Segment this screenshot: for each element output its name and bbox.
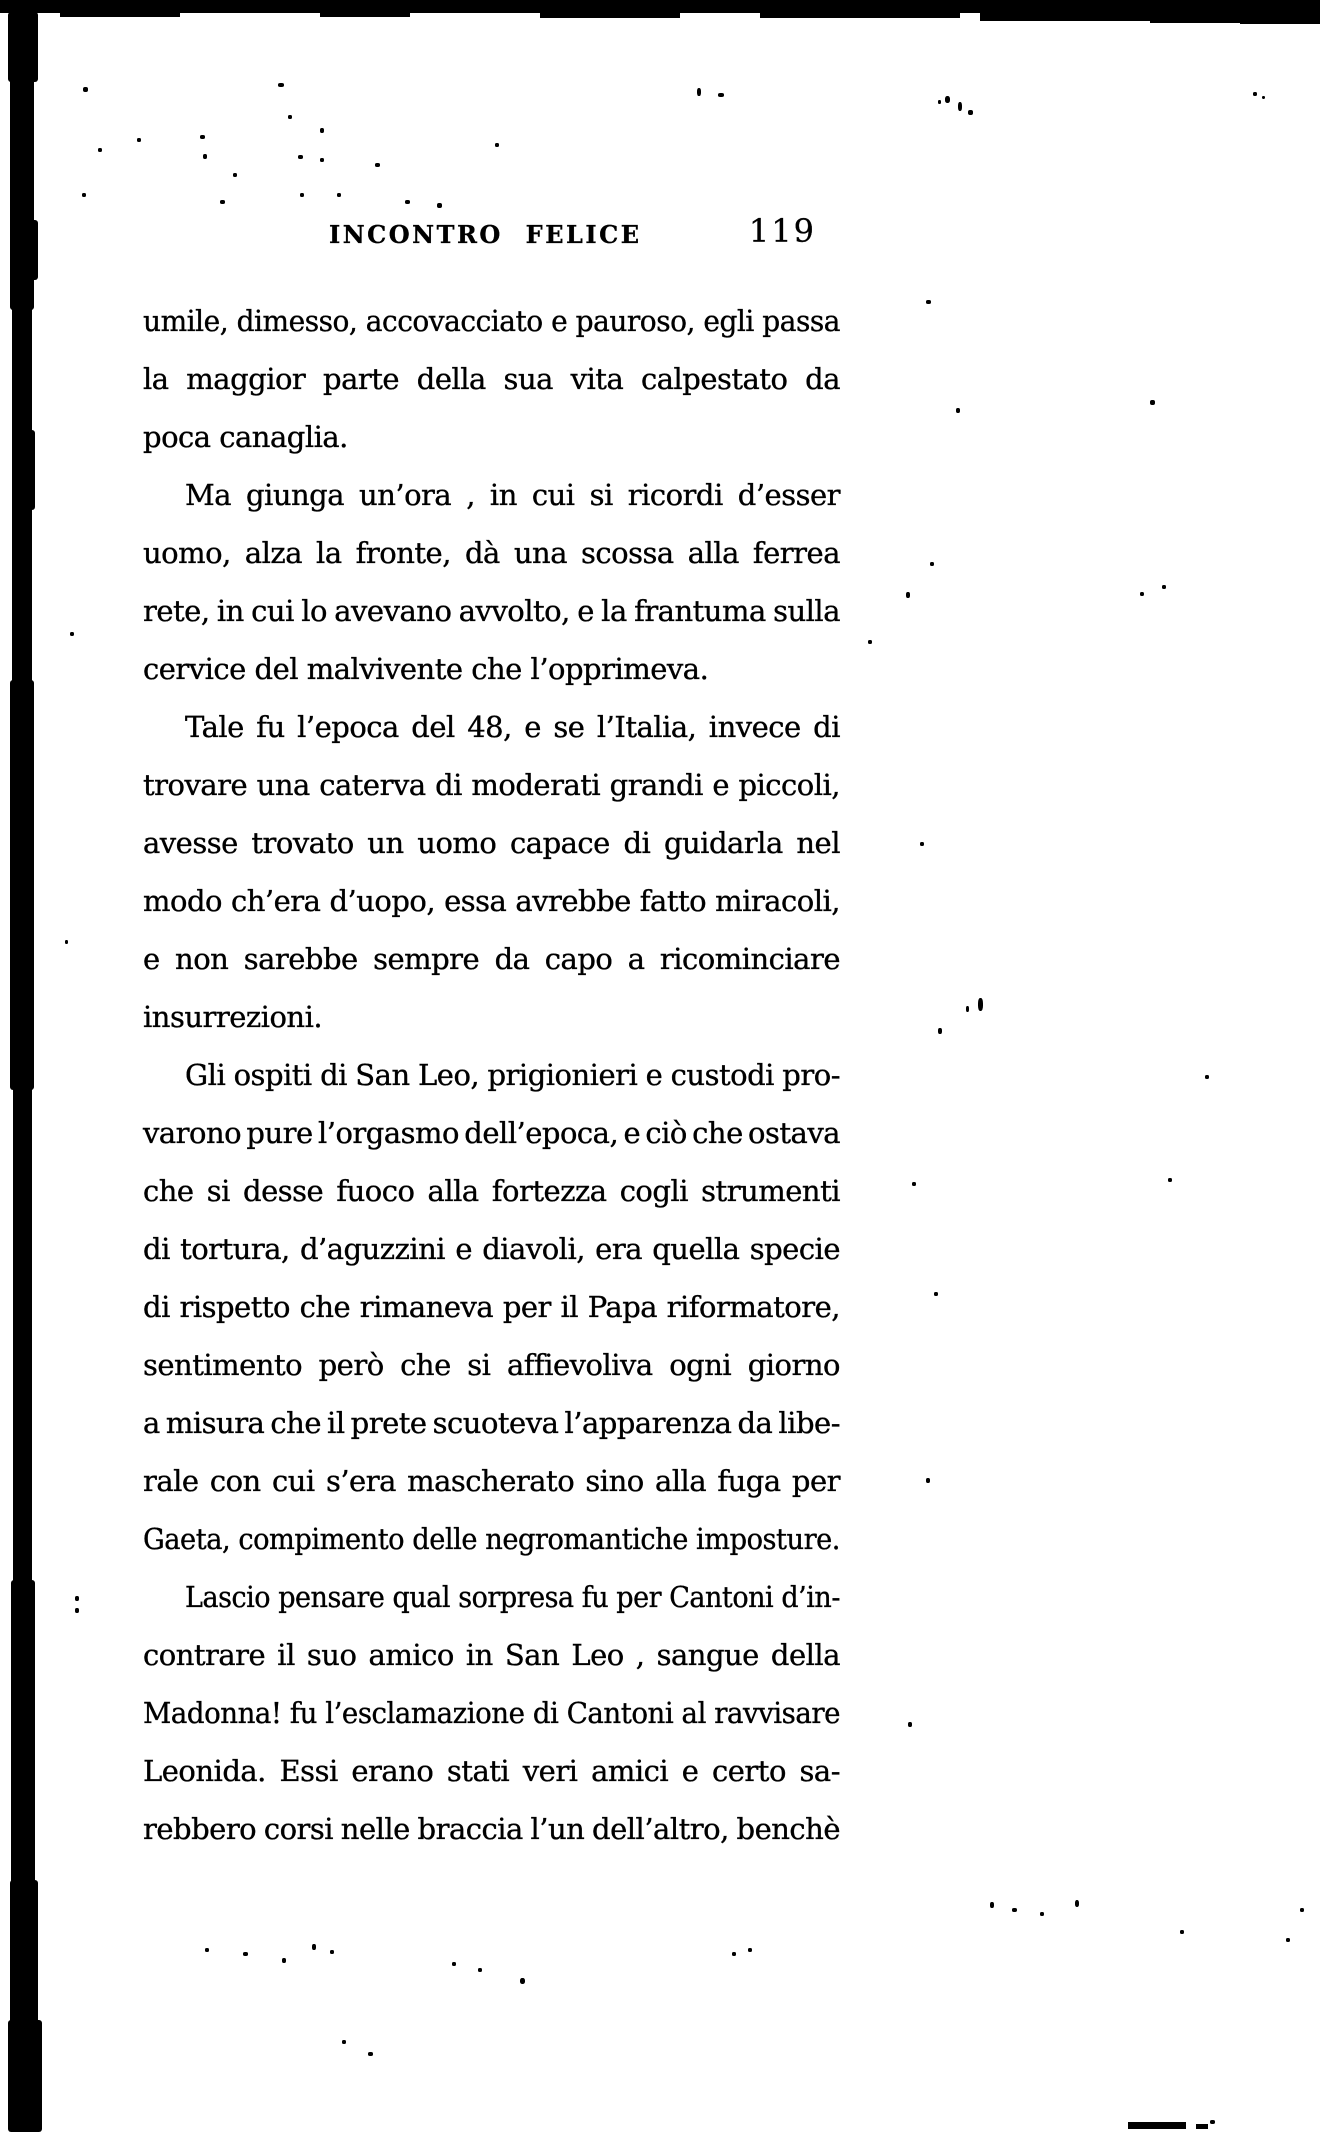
text-line <box>143 814 840 872</box>
ink-speck <box>1140 592 1144 596</box>
text-line-content: insurrezioni. <box>143 1000 323 1034</box>
text-line-content: la maggior parte della sua vita calpestato da <box>143 362 840 396</box>
page-header <box>143 212 840 256</box>
ink-speck <box>83 87 88 92</box>
gutter-shadow-segment <box>26 430 35 510</box>
text-line <box>143 292 840 350</box>
ink-speck <box>920 842 924 846</box>
gutter-shadow-segment <box>10 680 34 1090</box>
ink-speck <box>1286 1938 1290 1942</box>
text-line-content: avesse trovato un uomo capace di guidarla nel <box>143 826 840 860</box>
ink-speck <box>966 1006 969 1012</box>
text-line <box>143 1568 840 1626</box>
ink-speck <box>908 1722 912 1727</box>
ink-speck <box>697 88 701 96</box>
gutter-shadow-segment <box>10 1880 38 2030</box>
ink-speck <box>495 143 499 147</box>
ink-speck <box>968 110 973 115</box>
scan-edge-fragment <box>1196 2124 1208 2129</box>
text-line-content: uomo, alza la fronte, dà una scossa alla ferrea <box>143 536 840 570</box>
ink-speck <box>337 193 341 197</box>
ink-speck <box>200 135 205 139</box>
ink-speck <box>298 155 303 159</box>
ink-speck <box>1262 96 1265 99</box>
text-line <box>143 930 840 988</box>
text-line-content: Gaeta, compimento delle negromantiche imposture. <box>143 1522 840 1556</box>
text-line-content: trovare una caterva di moderati grandi e piccoli, <box>143 768 840 802</box>
ink-speck <box>748 1948 752 1952</box>
text-line <box>143 1626 840 1684</box>
text-line-content: varono pure l’orgasmo dell’epoca, e ciò che ostava <box>143 1116 840 1150</box>
ink-speck <box>930 562 934 566</box>
ink-speck <box>330 1950 334 1954</box>
ink-speck <box>137 138 141 142</box>
ink-speck <box>938 1028 942 1034</box>
text-line-content: Lascio pensare qual sorpresa fu per Cantoni d’in- <box>185 1580 840 1614</box>
text-line <box>143 1220 840 1278</box>
ink-speck <box>978 998 983 1011</box>
ink-speck <box>926 1478 930 1483</box>
text-line-content: Leonida. Essi erano stati veri amici e certo sa- <box>143 1754 840 1788</box>
page-number: 119 <box>748 212 816 250</box>
ink-speck <box>1210 2120 1215 2124</box>
ink-speck <box>1040 1912 1044 1916</box>
text-line-content: cervice del malvivente che l’opprimeva. <box>143 652 709 686</box>
text-line <box>143 524 840 582</box>
ink-speck <box>718 93 724 97</box>
gutter-shadow-segment <box>13 1080 32 1590</box>
text-line <box>143 1162 840 1220</box>
ink-speck <box>278 83 284 87</box>
ink-speck <box>205 1948 209 1952</box>
ink-speck <box>1168 1178 1172 1182</box>
ink-speck <box>926 300 931 304</box>
scan-edge-fragment <box>760 13 960 18</box>
ink-speck <box>375 163 380 167</box>
text-line <box>143 1452 840 1510</box>
text-line <box>143 756 840 814</box>
ink-speck <box>520 1978 525 1984</box>
ink-speck <box>1180 1930 1184 1934</box>
text-line <box>143 1800 840 1858</box>
scan-edge-fragment <box>1240 21 1320 24</box>
text-line-content: che si desse fuoco alla fortezza cogli strumenti <box>143 1174 840 1208</box>
text-line <box>143 1104 840 1162</box>
gutter-shadow-segment <box>8 2020 42 2132</box>
text-line-content: sentimento però che si affievoliva ogni giorno <box>143 1348 840 1382</box>
ink-speck <box>1205 1075 1209 1079</box>
ink-speck <box>300 193 304 197</box>
gutter-shadow-segment <box>28 220 38 280</box>
ink-speck <box>70 632 74 636</box>
ink-speck <box>1300 1908 1304 1912</box>
text-line <box>143 988 840 1046</box>
ink-speck <box>945 96 950 103</box>
text-line-content: poca canaglia. <box>143 420 348 454</box>
ink-speck <box>1012 1908 1017 1912</box>
ink-speck <box>342 2040 346 2044</box>
text-line-content: rete, in cui lo avevano avvolto, e la frantuma sulla <box>143 594 840 628</box>
ink-speck <box>958 102 962 111</box>
text-line-content: contrare il suo amico in San Leo , sangue della <box>143 1638 840 1672</box>
text-line-content: Madonna! fu l’esclamazione di Cantoni al ravvisare <box>143 1696 840 1730</box>
ink-speck <box>1162 585 1166 589</box>
scan-edge-fragment <box>320 13 410 17</box>
ink-speck <box>478 1968 482 1972</box>
text-line-content: Tale fu l’epoca del 48, e se l’Italia, invece di <box>185 710 840 744</box>
text-line <box>143 1278 840 1336</box>
ink-speck <box>98 148 102 152</box>
text-line-content: Gli ospiti di San Leo, prigionieri e custodi pro- <box>185 1058 840 1092</box>
text-line-content: modo ch’era d’uopo, essa avrebbe fatto miracoli, <box>143 884 840 918</box>
text-line <box>143 1394 840 1452</box>
ink-speck <box>405 200 410 204</box>
ink-speck <box>282 1958 286 1963</box>
text-line-content: di tortura, d’aguzzini e diavoli, era quella specie <box>143 1232 840 1266</box>
text-line-content: rebbero corsi nelle braccia l’un dell’altro, benchè <box>143 1812 840 1846</box>
gutter-shadow-segment <box>11 1580 35 1890</box>
text-line-content: a misura che il prete scuoteva l’apparenza da libe- <box>143 1406 840 1440</box>
text-line <box>143 1046 840 1104</box>
text-line <box>143 640 840 698</box>
ink-speck <box>912 1182 916 1186</box>
ink-speck <box>1150 400 1155 405</box>
scan-edge-fragment <box>1128 2122 1186 2129</box>
text-line-content: e non sarebbe sempre da capo a ricominciare <box>143 942 840 976</box>
ink-speck <box>203 154 207 159</box>
ink-speck <box>233 173 237 177</box>
ink-speck <box>320 128 324 133</box>
ink-speck <box>938 100 941 104</box>
ink-speck <box>990 1902 994 1908</box>
ink-speck <box>320 158 324 162</box>
text-line-content: Ma giunga un’ora , in cui si ricordi d’esser <box>185 478 840 512</box>
text-line <box>143 1684 840 1742</box>
ink-speck <box>288 115 292 119</box>
ink-speck <box>906 592 910 598</box>
ink-speck <box>312 1944 316 1950</box>
ink-speck <box>732 1952 736 1956</box>
ink-speck <box>452 1962 456 1966</box>
ink-speck <box>1253 92 1257 96</box>
text-line <box>143 408 840 466</box>
text-line <box>143 698 840 756</box>
ink-speck <box>956 408 960 413</box>
text-line-content: di rispetto che rimaneva per il Papa riformatore, <box>143 1290 840 1324</box>
ink-speck <box>65 940 68 944</box>
ink-speck <box>934 1292 938 1296</box>
text-line <box>143 1336 840 1394</box>
text-line <box>143 582 840 640</box>
text-line <box>143 466 840 524</box>
body-text <box>143 292 840 1858</box>
ink-speck <box>75 1596 79 1601</box>
ink-speck <box>868 640 872 644</box>
ink-speck <box>1075 1900 1079 1907</box>
text-line <box>143 1510 840 1568</box>
ink-speck <box>243 1952 248 1956</box>
scan-edge-fragment <box>540 12 680 18</box>
text-line-content: umile, dimesso, accovacciato e pauroso, egli passa <box>143 304 840 338</box>
text-line-content: rale con cui s’era mascherato sino alla fuga per <box>143 1464 840 1498</box>
text-line <box>143 872 840 930</box>
ink-speck <box>368 2052 373 2056</box>
ink-speck <box>220 200 225 204</box>
running-title: INCONTRO FELICE <box>328 220 642 249</box>
text-line <box>143 1742 840 1800</box>
ink-speck <box>437 203 442 208</box>
ink-speck <box>75 1608 79 1613</box>
text-line <box>143 350 840 408</box>
ink-speck <box>82 193 86 197</box>
scan-edge-fragment <box>60 12 180 17</box>
